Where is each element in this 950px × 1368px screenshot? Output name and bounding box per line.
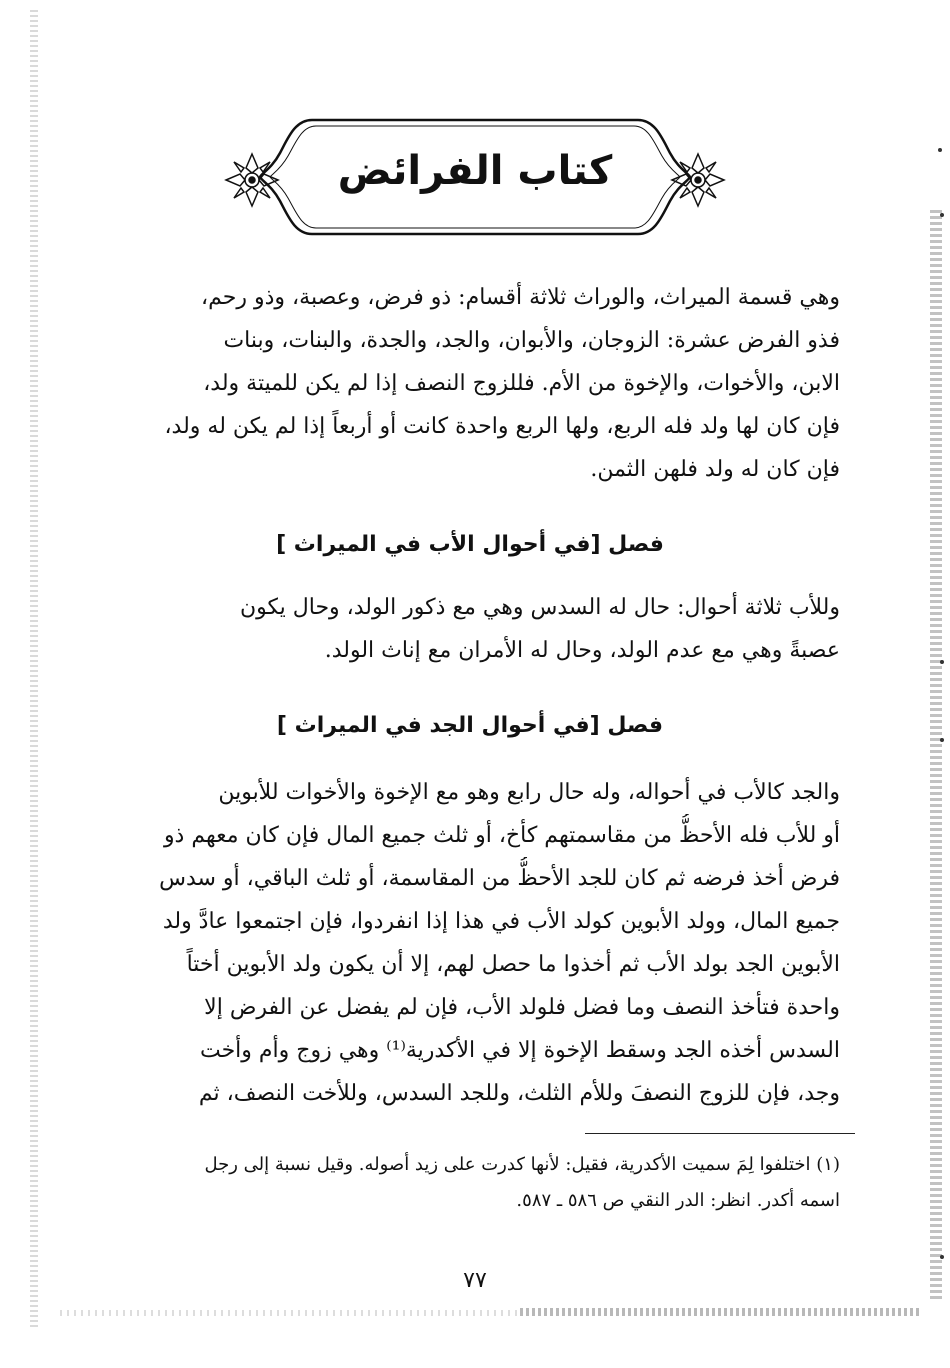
text-line: فإن كان له ولد فلهن الثمن. <box>590 457 840 482</box>
text-line: واحدة فتأخذ النصف وما فضل فلولد الأب، فإن لم يفضل عن الفرض إلا <box>204 995 840 1020</box>
footnote <box>120 1147 840 1219</box>
title-cartouche <box>230 118 720 236</box>
footnote-line: (١) اختلفوا لِمَ سميت الأكدرية، فقيل: لأنها كدرت على زيد أصوله. وقيل نسبة إلى رجل <box>204 1154 840 1175</box>
text-line: وللأب ثلاثة أحوال: حال له السدس وهي مع ذكور الولد، وحال يكون <box>239 595 840 620</box>
text-line: جميع المال، وولد الأبوين كولد الأب في هذا إذا انفردوا، فإن اجتمعوا عادَّ ولد <box>162 909 840 934</box>
text-line: وجد، فإن للزوج النصفَ وللأم الثلث، وللجد السدس، وللأخت النصف، ثم <box>198 1081 840 1106</box>
section-heading-father: فصل [في أحوال الأب في الميراث ] <box>276 532 664 557</box>
grandfather-paragraph <box>120 771 840 1115</box>
intro-paragraph <box>120 276 840 491</box>
bottom-decorative-border <box>520 1308 920 1316</box>
speck <box>940 738 944 742</box>
chapter-title: كتاب الفرائض <box>337 148 613 194</box>
bottom-faint-border <box>60 1310 520 1316</box>
right-decorative-border <box>930 210 942 1300</box>
text-line: الأبوين الجد بولد الأب ثم أخذوا ما حصل لهم، إلا أن يكون ولد الأبوين أختاً <box>186 952 840 977</box>
father-paragraph <box>120 586 840 672</box>
text-line: فإن كان لها ولد فله الربع، ولها الربع واحدة كانت أو أربعاً إذا لم يكن له ولد، <box>164 414 840 439</box>
left-decorative-border <box>30 10 38 1330</box>
speck <box>940 660 944 664</box>
speck <box>938 148 942 152</box>
speck <box>940 1255 944 1259</box>
footnote-line: اسمه أكدر. انظر: الدر النقي ص ٥٨٦ ـ ٥٨٧. <box>516 1190 840 1211</box>
footnote-separator <box>585 1133 855 1134</box>
text-line: والجد كالأب في أحواله، وله حال رابع وهو مع الإخوة والأخوات للأبوين <box>218 780 840 805</box>
text-line: فذو الفرض عشرة: الزوجان، والأبوان، والجد، والجدة، والبنات، وبنات <box>223 328 840 353</box>
text-line: عصبةً وهي مع عدم الولد، وحال له الأمران مع إناث الولد. <box>324 638 840 663</box>
page-number: ٧٧ <box>463 1268 487 1293</box>
section-heading-grandfather: فصل [في أحوال الجد في الميراث ] <box>276 713 664 738</box>
text-line: فرض أخذ فرضه ثم كان للجد الأحظُّ من المقاسمة، أو ثلث الباقي، أو سدس <box>159 866 840 891</box>
text-line: وهي قسمة الميراث، والوراث ثلاثة أقسام: ذو فرض، وعصبة، وذو رحم، <box>201 285 840 310</box>
text-line: السدس أخذه الجد وسقط الإخوة إلا في الأكدرية⁽¹⁾ وهي زوج وأم وأخت <box>199 1038 840 1063</box>
text-line: الابن، والأخوات، والإخوة من الأم. فللزوج النصف إذا لم يكن للميتة ولد، <box>203 371 840 396</box>
speck <box>940 213 944 217</box>
text-line: أو للأب فله الأحظُّ من مقاسمتهم كأخ، أو ثلث جميع المال فإن كان معهم ذو <box>163 823 840 848</box>
